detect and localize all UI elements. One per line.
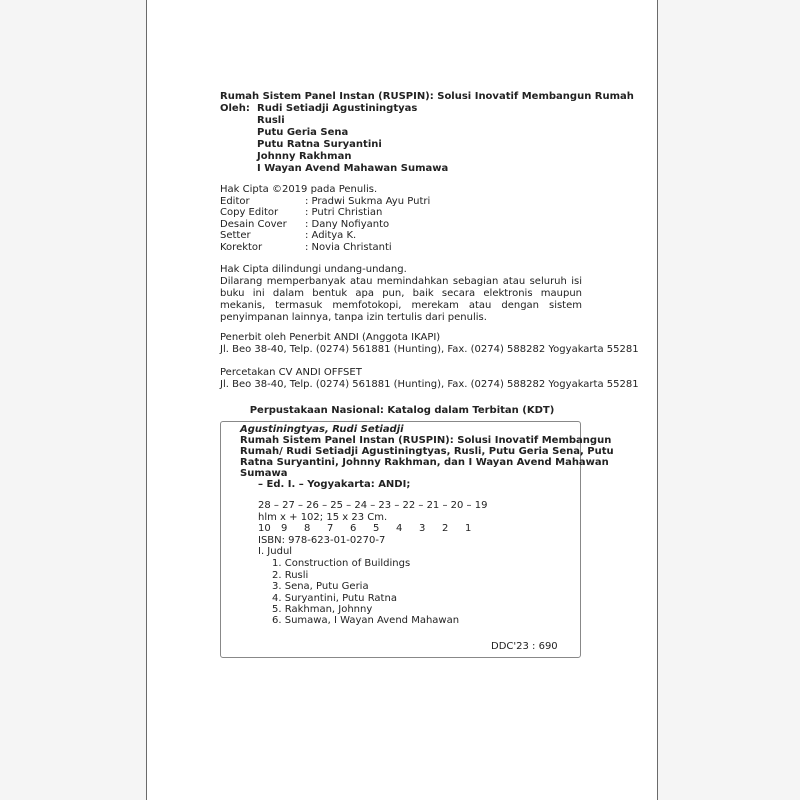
credits-block bbox=[220, 184, 431, 253]
publisher-block bbox=[220, 332, 639, 356]
author-name: Rusli bbox=[257, 115, 285, 126]
book-title: Rumah Sistem Panel Instan (RUSPIN): Solusi Inovatif Membangun Rumah bbox=[220, 91, 634, 102]
kdt-subject-item: 2. Rusli bbox=[272, 570, 309, 581]
printer-block bbox=[220, 367, 639, 391]
kdt-years: 28 – 27 – 26 – 25 – 24 – 23 – 22 – 21 – 20 – 19 bbox=[258, 500, 488, 511]
publisher-name: Penerbit oleh Penerbit ANDI (Anggota IKAPI) bbox=[220, 332, 441, 343]
authors-label: Oleh: bbox=[220, 103, 250, 114]
kdt-desc-line: Sumawa bbox=[240, 468, 288, 479]
printer-address: Jl. Beo 38-40, Telp. (0274) 561881 (Hunting), Fax. (0274) 588282 Yogyakarta 55281 bbox=[220, 379, 639, 390]
legal-notice bbox=[220, 264, 582, 324]
printer-name: Percetakan CV ANDI OFFSET bbox=[220, 367, 362, 378]
author-name: Putu Geria Sena bbox=[257, 127, 349, 138]
legal-text: Dilarang memperbanyak atau memindahkan sebagian atau seluruh isi buku ini dalam bentuk apa pun, baik secara elektronis maupun mekanis, termasuk memfotokopi, merekam atau dengan sistem penyimpanan lainnya, tanpa izin tertulis dari penulis. bbox=[220, 276, 582, 323]
kdt-subject-item: 5. Rakhman, Johnny bbox=[272, 604, 373, 615]
kdt-title: Perpustakaan Nasional: Katalog dalam Terbitan (KDT) bbox=[249, 405, 555, 416]
kdt-isbn: ISBN: 978-623-01-0270-7 bbox=[258, 535, 386, 546]
author-name: Rudi Setiadji Agustiningtyas bbox=[257, 103, 418, 114]
kdt-subject-item: 6. Sumawa, I Wayan Avend Mahawan bbox=[272, 615, 460, 626]
kdt-subject-item: 1. Construction of Buildings bbox=[272, 558, 411, 569]
legal-heading: Hak Cipta dilindungi undang-undang. bbox=[220, 264, 407, 275]
ddc-code: DDC'23 : 690 bbox=[491, 641, 558, 652]
credit-row: Editor : Pradwi Sukma Ayu Putri bbox=[220, 195, 431, 207]
credit-row: Desain Cover : Dany Nofiyanto bbox=[220, 218, 390, 230]
kdt-subject-heading: I. Judul bbox=[258, 546, 293, 557]
kdt-author: Agustiningtyas, Rudi Setiadji bbox=[240, 424, 404, 435]
copyright-line: Hak Cipta ©2019 pada Penulis. bbox=[220, 184, 378, 195]
credit-row: Korektor : Novia Christanti bbox=[220, 241, 392, 253]
credit-row: Setter : Aditya K. bbox=[220, 230, 357, 241]
author-name: Johnny Rakhman bbox=[257, 151, 352, 162]
kdt-edition: – Ed. I. – Yogyakarta: ANDI; bbox=[258, 479, 411, 490]
publisher-address: Jl. Beo 38-40, Telp. (0274) 561881 (Hunting), Fax. (0274) 588282 Yogyakarta 55281 bbox=[220, 344, 639, 355]
author-name: Putu Ratna Suryantini bbox=[257, 139, 382, 150]
kdt-desc-line: Rumah/ Rudi Setiadji Agustiningtyas, Rusli, Putu Geria Sena, Putu bbox=[240, 446, 614, 457]
kdt-print-counts: 10 9 8 7 6 5 4 3 2 1 bbox=[258, 523, 472, 534]
author-name: I Wayan Avend Mahawan Sumawa bbox=[257, 163, 449, 174]
kdt-pages: hlm x + 102; 15 x 23 Cm. bbox=[258, 512, 388, 523]
kdt-desc-line: Rumah Sistem Panel Instan (RUSPIN): Solusi Inovatif Membangun bbox=[240, 435, 612, 446]
kdt-desc-line: Ratna Suryantini, Johnny Rakhman, dan I Wayan Avend Mahawan bbox=[240, 457, 609, 468]
credit-row: Copy Editor : Putri Christian bbox=[220, 207, 383, 218]
kdt-subject-item: 4. Suryantini, Putu Ratna bbox=[272, 593, 397, 604]
kdt-subject-item: 3. Sena, Putu Geria bbox=[272, 581, 369, 592]
